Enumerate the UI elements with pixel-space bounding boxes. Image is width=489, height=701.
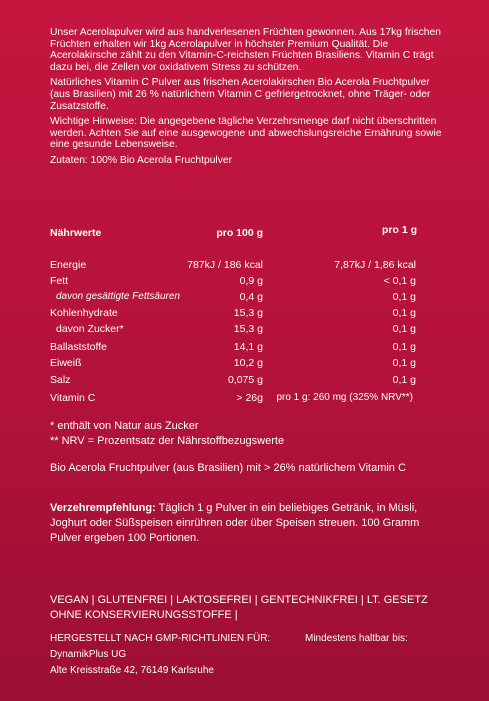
nutrition-value-per1g: 0,1 g xyxy=(392,323,416,335)
nutrition-row-saturated-fat xyxy=(0,291,489,307)
nutrition-value-per100g: 10,2 g xyxy=(233,357,263,369)
nutrition-value-per100g: 0,075 g xyxy=(227,374,263,386)
intro-paragraph-warning: Wichtige Hinweise: Die angegebene tägliche Verzehrsmenge darf nicht überschritten werden. Achten Sie auf eine ausgewogene und abwechslungsreiche Ernährung sowie eine gesunde Lebensweise. xyxy=(50,116,442,151)
nutrition-label: Fett xyxy=(50,275,69,287)
nutrition-value-per100g: 14,1 g xyxy=(233,341,263,353)
footnote-sugar: * enthält von Natur aus Zucker xyxy=(50,420,199,432)
nutrition-row-sugar xyxy=(0,323,489,339)
nutrition-value-per1g: 0,1 g xyxy=(392,307,416,319)
best-before-label: Mindestens haltbar bis: xyxy=(305,633,408,644)
nutrition-value-per1g: 0,1 g xyxy=(392,374,416,386)
nutrition-value-per1g: 0,1 g xyxy=(392,341,416,353)
nutrition-row-fiber xyxy=(0,341,489,357)
nutrition-row-carbohydrates xyxy=(0,307,489,323)
product-description-text: Bio Acerola Fruchtpulver (aus Brasilien) mit > 26% natürlichem Vitamin C xyxy=(50,462,406,474)
nutrition-row-protein xyxy=(0,357,489,373)
nutrition-header-per1g: pro 1 g xyxy=(381,224,417,236)
nutrition-label: davon Zucker* xyxy=(56,323,124,335)
nutrition-label: Salz xyxy=(50,374,71,386)
usage-text: Täglich 1 g Pulver in ein beliebiges Getränk, in Müsli, Joghurt oder Süßspeisen einrühren oder über Speisen streuen. 100 Gramm Pulver ergeben 100 Portionen. xyxy=(50,502,420,544)
best-before xyxy=(305,631,408,647)
intro-paragraph-vitamin-c: Natürliches Vitamin C Pulver aus frischen Acerolakirschen Bio Acerola Fruchtpulver (aus Brasilien) mit 26 % natürlichem Vitamin C gefriergetrocknet, ohne Träger- oder Zusatzstoffe. xyxy=(50,77,431,112)
nutrition-row-fat xyxy=(0,275,489,291)
nutrition-row-energy xyxy=(0,259,489,275)
usage-label: Verzehrempfehlung: xyxy=(50,502,156,514)
nutrition-label: davon gesättigte Fettsäuren xyxy=(56,291,180,302)
nutrition-label: Eiweiß xyxy=(50,357,82,369)
nutrition-label: Vitamin C xyxy=(50,392,96,404)
product-claims: VEGAN | GLUTENFREI | LAKTOSEFREI | GENTECHNIKFREI | LT. GESETZ OHNE KONSERVIERUNGSSTOFFE | xyxy=(50,594,428,621)
nutrition-value-per1g: < 0,1 g xyxy=(383,275,416,287)
nutrition-row-vitamin-c xyxy=(0,392,489,408)
nutrition-label: Energie xyxy=(50,259,87,271)
nutrition-value-per1g: pro 1 g: 260 mg (325% NRV**) xyxy=(276,392,413,403)
intro-paragraph-origin: Unser Acerolapulver wird aus handverlesenen Früchten gewonnen. Aus 17kg frischen Früchten erhalten wir 1kg Acerolapulver in höchster Premium Qualität. Die Acerolakirsche zählt zu den Vitamin-C-reichsten Früchten Brasiliens. Vitamin C trägt dazu bei, die Zellen vor oxidativem Stress zu schützen. xyxy=(50,27,441,73)
nutrition-value-per1g: 0,1 g xyxy=(392,357,416,369)
manufacturer-info xyxy=(50,631,270,679)
nutrition-value-per1g: 0,1 g xyxy=(392,291,416,303)
nutrition-header-per100g: pro 100 g xyxy=(216,227,263,239)
nutrition-label: Kohlenhydrate xyxy=(50,307,118,319)
product-description xyxy=(50,461,430,476)
company-address: Alte Kreisstraße 42, 76149 Karlsruhe xyxy=(50,665,214,676)
nutrition-value-per100g: 787kJ / 186 kcal xyxy=(187,259,263,271)
nutrition-label: Ballaststoffe xyxy=(50,341,108,353)
usage-recommendation xyxy=(50,501,420,546)
nutrition-row-salt xyxy=(0,374,489,390)
manufactured-for-label: HERGESTELLT NACH GMP-RICHTLINIEN FÜR: xyxy=(50,633,271,644)
footnote-nrv: ** NRV = Prozentsatz der Nährstoffbezugswerte xyxy=(50,435,285,447)
nutrition-value-per100g: > 26g xyxy=(236,392,263,404)
intro-paragraph-ingredients: Zutaten: 100% Bio Acerola Fruchtpulver xyxy=(50,154,233,166)
nutrition-value-per100g: 0,9 g xyxy=(239,275,263,287)
footnotes xyxy=(50,419,440,449)
nutrition-value-per100g: 0,4 g xyxy=(239,291,263,303)
intro-text xyxy=(50,27,450,171)
nutrition-header-label: Nährwerte xyxy=(50,227,102,239)
nutrition-value-per100g: 15,3 g xyxy=(233,307,263,319)
company-name: DynamikPlus UG xyxy=(50,649,127,660)
nutrition-value-per100g: 15,3 g xyxy=(233,323,263,335)
nutrition-value-per1g: 7,87kJ / 1,86 kcal xyxy=(334,259,416,271)
